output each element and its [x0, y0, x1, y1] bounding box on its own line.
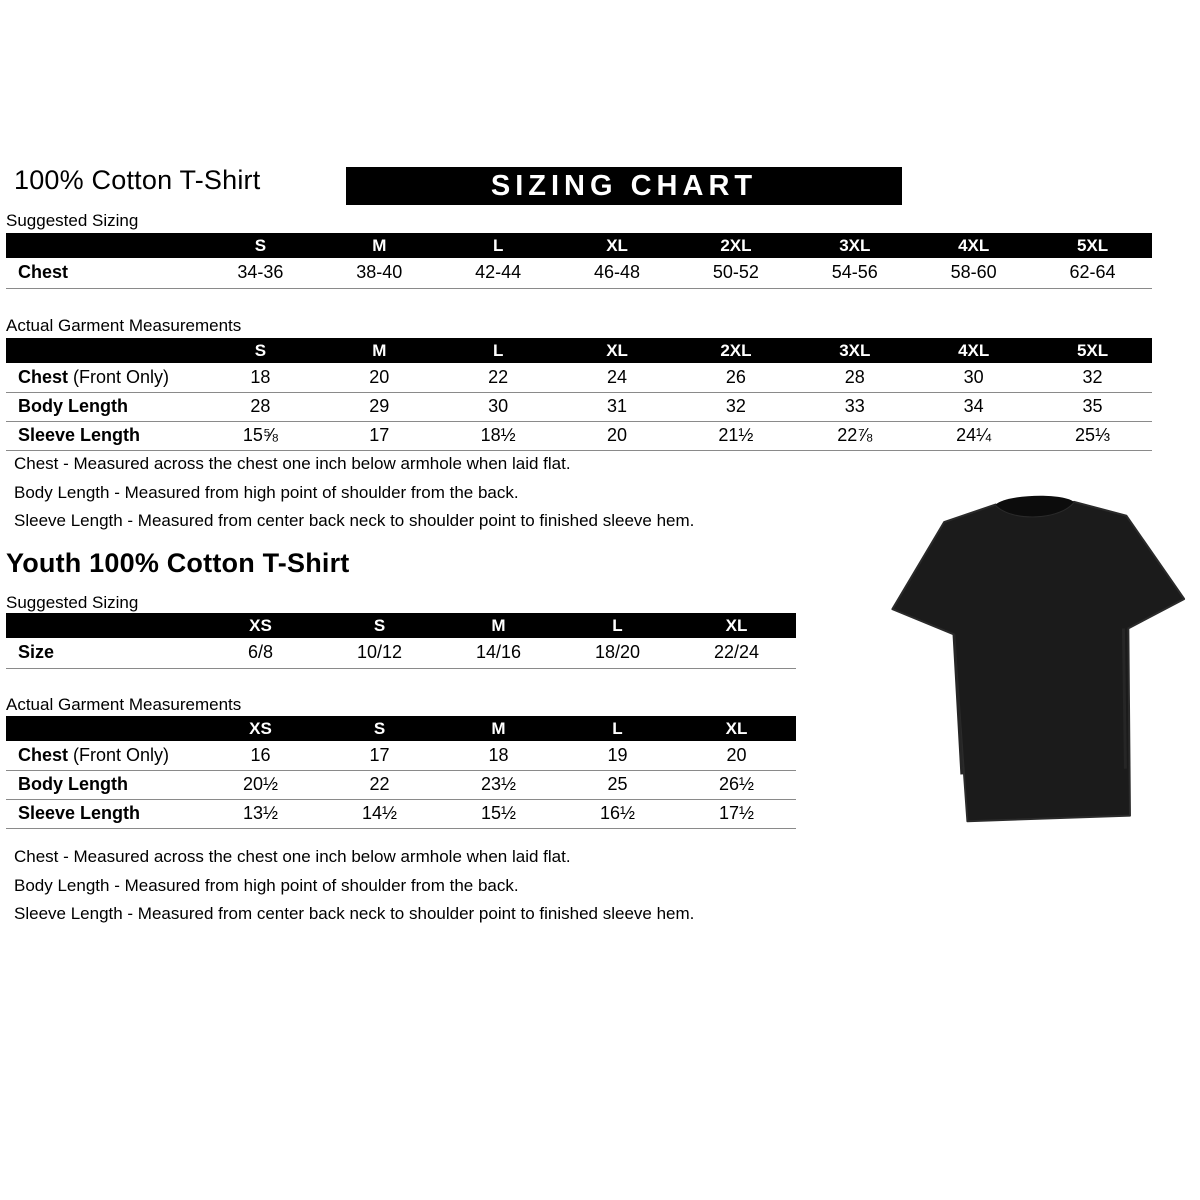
- note-line: Sleeve Length - Measured from center back neck to shoulder point to finished sleeve hem.: [14, 904, 695, 923]
- cell: 26: [677, 363, 796, 392]
- cell: 15½: [439, 799, 558, 828]
- table-row: [6, 741, 796, 770]
- size-header-row: [6, 716, 796, 741]
- cell: 46-48: [558, 258, 677, 288]
- adult-section-title: 100% Cotton T-Shirt: [14, 165, 261, 195]
- cell: 25: [558, 770, 677, 799]
- cell: 20: [677, 741, 796, 770]
- cell: 20: [558, 421, 677, 450]
- cell: 32: [1033, 363, 1152, 392]
- cell: 34-36: [201, 258, 320, 288]
- size-col-header: 2XL: [677, 233, 796, 258]
- cell: 18/20: [558, 638, 677, 668]
- size-col-header: 5XL: [1033, 233, 1152, 258]
- size-col-header: M: [320, 233, 439, 258]
- cell: 30: [914, 363, 1033, 392]
- cell: 22/24: [677, 638, 796, 668]
- youth-suggested-table: [6, 613, 796, 669]
- cell: 28: [201, 392, 320, 421]
- adult-actual-measurements-label: Actual Garment Measurements: [6, 316, 242, 335]
- cell: 33: [795, 392, 914, 421]
- cell: 17: [320, 741, 439, 770]
- table-row: [6, 421, 1152, 450]
- size-header-row: [6, 233, 1152, 258]
- cell: 29: [320, 392, 439, 421]
- tshirt-graphic: [887, 469, 1193, 839]
- cell: 30: [439, 392, 558, 421]
- size-col-header: L: [439, 338, 558, 363]
- size-col-header: XL: [558, 338, 677, 363]
- cell: 20½: [201, 770, 320, 799]
- cell: 17½: [677, 799, 796, 828]
- row-label: Chest (Front Only): [6, 741, 201, 770]
- size-col-header: L: [558, 716, 677, 741]
- cell: 26½: [677, 770, 796, 799]
- youth-section-title: Youth 100% Cotton T-Shirt: [6, 548, 350, 578]
- header-spacer: [6, 233, 201, 258]
- cell: 24: [558, 363, 677, 392]
- sizing-chart-banner: SIZING CHART: [346, 167, 902, 205]
- cell: 42-44: [439, 258, 558, 288]
- cell: 14/16: [439, 638, 558, 668]
- cell: 17: [320, 421, 439, 450]
- note-line: Sleeve Length - Measured from center back neck to shoulder point to finished sleeve hem.: [14, 511, 695, 530]
- youth-measurement-notes: [14, 843, 694, 929]
- size-col-header: 5XL: [1033, 338, 1152, 363]
- size-col-header: XS: [201, 716, 320, 741]
- note-line: Body Length - Measured from high point of shoulder from the back.: [14, 875, 519, 895]
- row-label: Sleeve Length: [6, 421, 201, 450]
- cell: 50-52: [677, 258, 796, 288]
- size-col-header: S: [201, 338, 320, 363]
- adult-suggested-sizing-label: Suggested Sizing: [6, 211, 139, 230]
- size-col-header: XL: [677, 613, 796, 638]
- table-row: [6, 638, 796, 668]
- cell: 25⅓: [1033, 421, 1152, 450]
- row-label: Chest (Front Only): [6, 363, 201, 392]
- header-spacer: [6, 716, 201, 741]
- row-label: Body Length: [6, 392, 201, 421]
- row-label: Size: [6, 638, 201, 668]
- cell: 22⅞: [795, 421, 914, 450]
- size-col-header: 4XL: [914, 233, 1033, 258]
- table-row: [6, 392, 1152, 421]
- cell: 58-60: [914, 258, 1033, 288]
- youth-suggested-sizing-label: Suggested Sizing: [6, 593, 139, 612]
- size-col-header: M: [439, 613, 558, 638]
- row-label: Sleeve Length: [6, 799, 201, 828]
- size-col-header: 4XL: [914, 338, 1033, 363]
- cell: 18: [439, 741, 558, 770]
- cell: 32: [677, 392, 796, 421]
- size-col-header: L: [439, 233, 558, 258]
- youth-actual-measurements-label: Actual Garment Measurements: [6, 695, 242, 714]
- cell: 6/8: [201, 638, 320, 668]
- header-spacer: [6, 338, 201, 363]
- size-col-header: 2XL: [677, 338, 796, 363]
- row-label: Chest: [6, 258, 201, 288]
- cell: 62-64: [1033, 258, 1152, 288]
- cell: 16½: [558, 799, 677, 828]
- cell: 10/12: [320, 638, 439, 668]
- cell: 34: [914, 392, 1033, 421]
- size-col-header: 3XL: [795, 233, 914, 258]
- size-col-header: M: [320, 338, 439, 363]
- size-col-header: XL: [558, 233, 677, 258]
- header-spacer: [6, 613, 201, 638]
- size-header-row: [6, 338, 1152, 363]
- cell: 38-40: [320, 258, 439, 288]
- cell: 28: [795, 363, 914, 392]
- cell: 31: [558, 392, 677, 421]
- cell: 20: [320, 363, 439, 392]
- cell: 23½: [439, 770, 558, 799]
- note-line: Body Length - Measured from high point of shoulder from the back.: [14, 482, 519, 502]
- adult-suggested-table: [6, 233, 1152, 289]
- cell: 22: [320, 770, 439, 799]
- table-row: [6, 258, 1152, 288]
- cell: 54-56: [795, 258, 914, 288]
- cell: 15⅝: [201, 421, 320, 450]
- size-col-header: XS: [201, 613, 320, 638]
- cell: 18: [201, 363, 320, 392]
- note-line: Chest - Measured across the chest one inch below armhole when laid flat.: [14, 847, 571, 866]
- size-col-header: S: [320, 716, 439, 741]
- cell: 13½: [201, 799, 320, 828]
- size-col-header: L: [558, 613, 677, 638]
- adult-actual-table: [6, 338, 1152, 451]
- size-col-header: M: [439, 716, 558, 741]
- cell: 18½: [439, 421, 558, 450]
- table-row: [6, 363, 1152, 392]
- cell: 19: [558, 741, 677, 770]
- youth-actual-table: [6, 716, 796, 829]
- note-line: Chest - Measured across the chest one inch below armhole when laid flat.: [14, 454, 571, 473]
- table-row: [6, 770, 796, 799]
- cell: 21½: [677, 421, 796, 450]
- size-col-header: 3XL: [795, 338, 914, 363]
- table-row: [6, 799, 796, 828]
- cell: 22: [439, 363, 558, 392]
- cell: 14½: [320, 799, 439, 828]
- cell: 35: [1033, 392, 1152, 421]
- cell: 24¼: [914, 421, 1033, 450]
- size-col-header: S: [201, 233, 320, 258]
- size-header-row: [6, 613, 796, 638]
- row-label: Body Length: [6, 770, 201, 799]
- cell: 16: [201, 741, 320, 770]
- tshirt-image: [887, 469, 1193, 839]
- adult-measurement-notes: [14, 450, 694, 536]
- size-col-header: XL: [677, 716, 796, 741]
- size-col-header: S: [320, 613, 439, 638]
